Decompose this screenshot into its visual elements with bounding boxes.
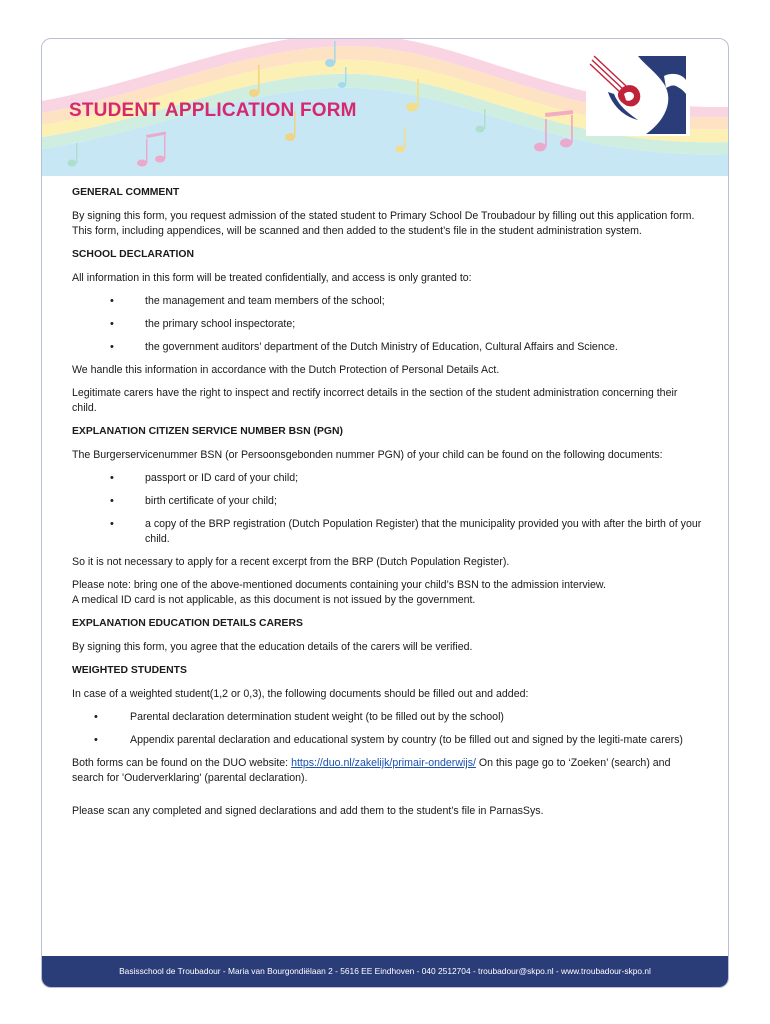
list-item: • a copy of the BRP registration (Dutch Population Register) that the municipality provided you with after the birth of your child. xyxy=(72,517,702,547)
general-comment-text: By signing this form, you request admission of the stated student to Primary School De Troubadour by filling out this application form. This form, including appendices, will be scanned and then added to the student’s file in the student administration system. xyxy=(72,210,695,237)
school-declaration-intro: All information in this form will be treated confidentially, and access is only granted to: xyxy=(72,272,472,284)
weighted-documents-list xyxy=(72,710,702,748)
list-item: • passport or ID card of your child; xyxy=(72,471,702,486)
bsn-note-line-2: A medical ID card is not applicable, as this document is not issued by the government. xyxy=(72,594,476,606)
carers-rights-text: Legitimate carers have the right to inspect and rectify incorrect details in the section of the student administration concerning their child. xyxy=(72,387,678,414)
list-item: • Appendix parental declaration and educational system by country (to be filled out and signed by the legiti-mate carers) xyxy=(72,733,702,748)
heading-education-details: EXPLANATION EDUCATION DETAILS CARERS xyxy=(72,618,303,629)
list-item: • Parental declaration determination student weight (to be filled out by the school) xyxy=(72,710,702,725)
footer-address: Basisschool de Troubadour - Maria van Bourgondiëlaan 2 - 5616 EE Eindhoven - 040 2512704 - troubadour@skpo.nl - www.troubadour-skpo.nl xyxy=(42,956,728,987)
bsn-note-line-1: Please note: bring one of the above-mentioned documents containing your child’s BSN to the admission interview. xyxy=(72,579,606,591)
heading-general-comment: GENERAL COMMENT xyxy=(72,187,180,198)
school-logo xyxy=(586,50,690,141)
privacy-act-text: We handle this information in accordance with the Dutch Protection of Personal Details Act. xyxy=(72,364,500,376)
list-item: • the government auditors’ department of the Dutch Ministry of Education, Cultural Affairs and Science. xyxy=(72,340,702,355)
form-page xyxy=(41,38,729,988)
heading-school-declaration: SCHOOL DECLARATION xyxy=(72,249,194,260)
access-list xyxy=(72,294,702,355)
list-item: • the primary school inspectorate; xyxy=(72,317,702,332)
heading-weighted-students: WEIGHTED STUDENTS xyxy=(72,665,187,676)
duo-text-after: On this page go to ‘Zoeken’ (search) and search for 'Ouderverklaring' (parental declaration). xyxy=(72,757,671,784)
list-item: • the management and team members of the school; xyxy=(72,294,702,309)
heading-bsn: EXPLANATION CITIZEN SERVICE NUMBER BSN (PGN) xyxy=(72,426,343,437)
education-details-text: By signing this form, you agree that the education details of the carers will be verified. xyxy=(72,641,473,653)
bsn-intro: The Burgerservicenummer BSN (or Persoonsgebonden nummer PGN) of your child can be found on the following documents: xyxy=(72,449,663,461)
page-title: STUDENT APPLICATION FORM xyxy=(69,100,357,121)
duo-website-text xyxy=(72,756,702,786)
bsn-documents-list xyxy=(72,471,702,547)
list-item: • birth certificate of your child; xyxy=(72,494,702,509)
form-content xyxy=(72,185,702,827)
brp-excerpt-text: So it is not necessary to apply for a recent excerpt from the BRP (Dutch Population Register). xyxy=(72,556,510,568)
scan-instruction: Please scan any completed and signed declarations and add them to the student’s file in ParnasSys. xyxy=(72,805,544,817)
duo-link[interactable]: https://duo.nl/zakelijk/primair-onderwijs/ xyxy=(291,757,476,769)
duo-text-before: Both forms can be found on the DUO website: xyxy=(72,757,292,769)
bsn-note xyxy=(72,578,702,608)
weighted-intro: In case of a weighted student(1,2 or 0,3), the following documents should be filled out and added: xyxy=(72,688,529,700)
